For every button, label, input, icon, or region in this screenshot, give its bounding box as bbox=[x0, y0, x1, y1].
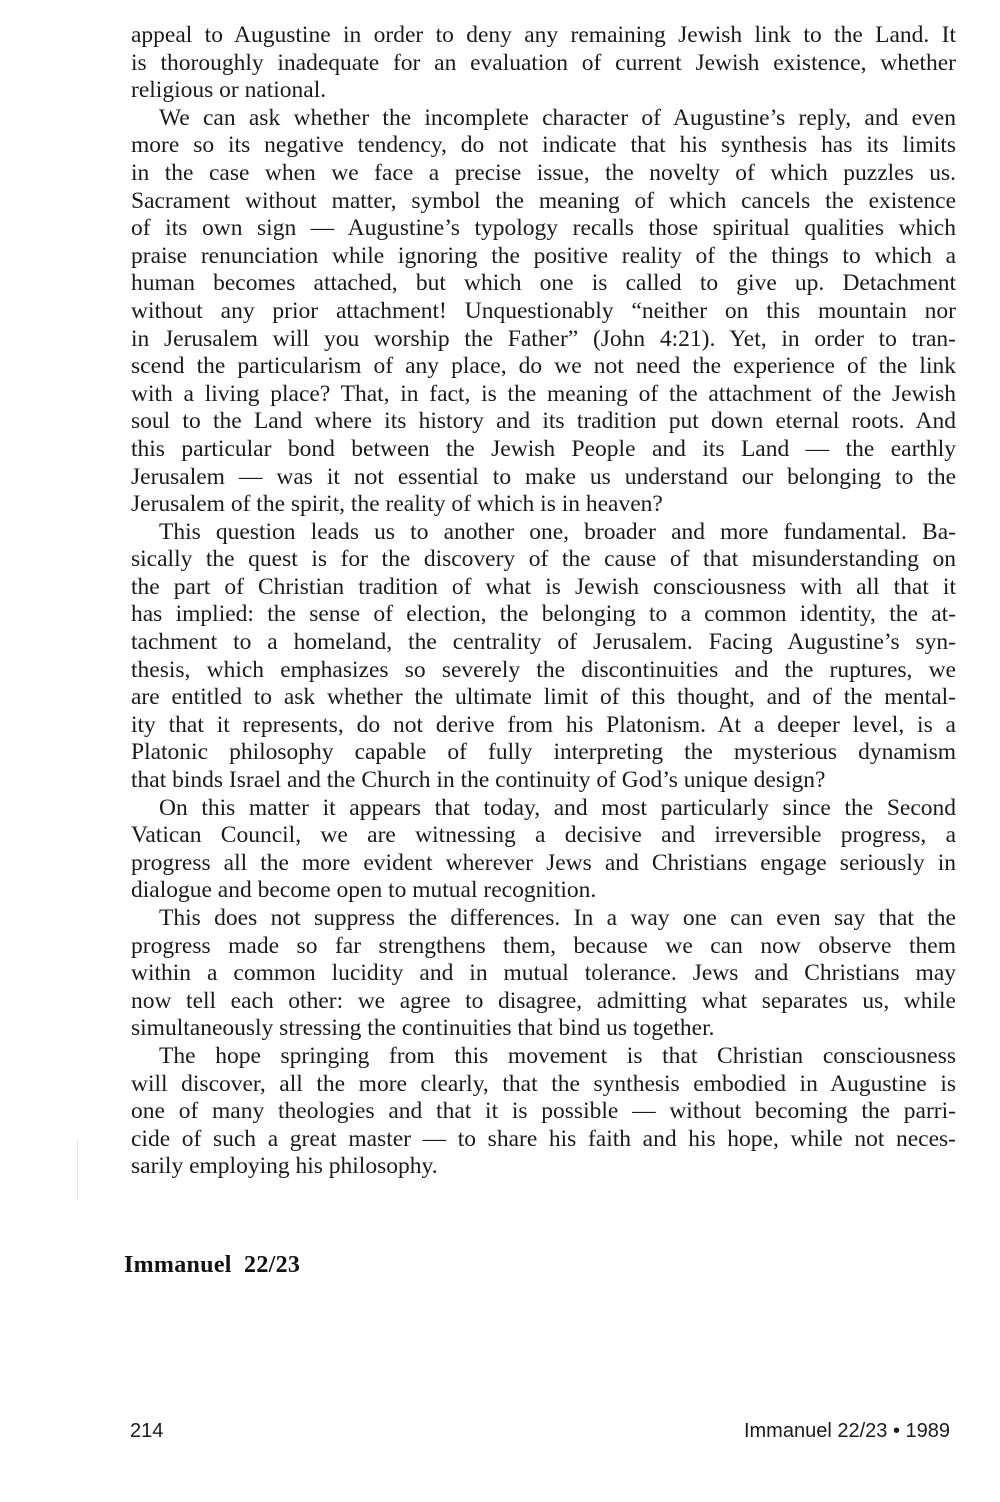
text-line: has implied: the sense of election, the belonging to a common identity, the at- bbox=[131, 601, 956, 628]
text-line: dialogue and become open to mutual recognition. bbox=[131, 877, 597, 904]
text-line: ity that it represents, do not derive from his Platonism. At a deeper level, is a bbox=[131, 711, 956, 738]
text-line: progress made so far strengthens them, because we can now observe them bbox=[131, 932, 956, 959]
paragraph bbox=[131, 519, 956, 795]
page-footer bbox=[130, 1420, 950, 1443]
text-line: with a living place? That, in fact, is the meaning of the attachment of the Jewish bbox=[131, 380, 956, 407]
text-line: This question leads us to another one, broader and more fundamental. Ba- bbox=[159, 518, 956, 545]
text-line: more so its negative tendency, do not indicate that his synthesis has its limits bbox=[131, 132, 956, 159]
text-line: in the case when we face a precise issue, the novelty of which puzzles us. bbox=[131, 159, 956, 186]
paragraph bbox=[131, 22, 956, 105]
text-line: cide of such a great master — to share his faith and his hope, while not neces- bbox=[131, 1125, 956, 1152]
paragraph bbox=[131, 105, 956, 519]
text-line: tachment to a homeland, the centrality of Jerusalem. Facing Augustine’s syn- bbox=[131, 629, 956, 656]
text-line: one of many theologies and that it is possible — without becoming the parri- bbox=[131, 1098, 956, 1125]
text-line: sically the quest is for the discovery of the cause of that misunderstanding on bbox=[131, 546, 956, 573]
author-signature: Immanuel 22/23 bbox=[124, 1252, 301, 1278]
text-line: human becomes attached, but which one is called to give up. Detachment bbox=[131, 270, 956, 297]
text-line: is thoroughly inadequate for an evaluation of current Jewish existence, whether bbox=[131, 49, 956, 76]
article-text bbox=[131, 22, 956, 1181]
text-line: now tell each other: we agree to disagree, admitting what separates us, while bbox=[131, 987, 956, 1014]
text-line: in Jerusalem will you worship the Father” (John 4:21). Yet, in order to tran- bbox=[131, 325, 956, 352]
text-line: progress all the more evident wherever Jews and Christians engage seriously in bbox=[131, 849, 956, 876]
text-line: the part of Christian tradition of what is Jewish consciousness with all that it bbox=[131, 573, 956, 600]
text-line: The hope springing from this movement is that Christian consciousness bbox=[159, 1042, 956, 1069]
text-line: scend the particularism of any place, do we not need the experience of the link bbox=[131, 353, 956, 380]
paragraph bbox=[131, 1043, 956, 1181]
text-line: Platonic philosophy capable of fully interpreting the mysterious dynamism bbox=[131, 739, 956, 766]
text-line: Vatican Council, we are witnessing a decisive and irreversible progress, a bbox=[131, 822, 956, 849]
text-line: this particular bond between the Jewish People and its Land — the earthly bbox=[131, 435, 956, 462]
text-line: praise renunciation while ignoring the positive reality of the things to which a bbox=[131, 242, 956, 269]
text-line: soul to the Land where its history and its tradition put down eternal roots. And bbox=[131, 408, 956, 435]
text-line: without any prior attachment! Unquestionably “neither on this mountain nor bbox=[131, 297, 956, 324]
text-line: This does not suppress the differences. In a way one can even say that the bbox=[159, 905, 956, 931]
text-line: religious or national. bbox=[131, 77, 327, 104]
text-line: that binds Israel and the Church in the continuity of God’s unique design? bbox=[131, 767, 826, 794]
text-line: On this matter it appears that today, and most particularly since the Second bbox=[159, 794, 956, 821]
scan-margin-mark bbox=[77, 1140, 78, 1200]
text-line: within a common lucidity and in mutual tolerance. Jews and Christians may bbox=[131, 960, 956, 987]
text-line: We can ask whether the incomplete character of Augustine’s reply, and even bbox=[159, 104, 956, 131]
text-line: of its own sign — Augustine’s typology recalls those spiritual qualities which bbox=[131, 215, 956, 242]
paragraph bbox=[131, 795, 956, 905]
text-line: simultaneously stressing the continuities that bind us together. bbox=[131, 1015, 715, 1042]
text-line: sarily employing his philosophy. bbox=[131, 1153, 438, 1180]
text-line: Jerusalem — was it not essential to make us understand our belonging to the bbox=[131, 463, 956, 490]
text-line: Sacrament without matter, symbol the meaning of which cancels the existence bbox=[131, 187, 956, 214]
text-line: will discover, all the more clearly, that the synthesis embodied in Augustine is bbox=[131, 1070, 956, 1097]
text-line: are entitled to ask whether the ultimate limit of this thought, and of the mental- bbox=[131, 684, 956, 711]
page-number: 214 bbox=[130, 1420, 164, 1442]
page-body bbox=[131, 22, 956, 1181]
text-line: Jerusalem of the spirit, the reality of which is in heaven? bbox=[131, 491, 663, 518]
text-line: appeal to Augustine in order to deny any remaining Jewish link to the Land. It bbox=[131, 22, 956, 48]
journal-citation: Immanuel 22/23 • 1989 bbox=[743, 1420, 950, 1442]
text-line: thesis, which emphasizes so severely the discontinuities and the ruptures, we bbox=[131, 656, 956, 683]
paragraph bbox=[131, 905, 956, 1043]
